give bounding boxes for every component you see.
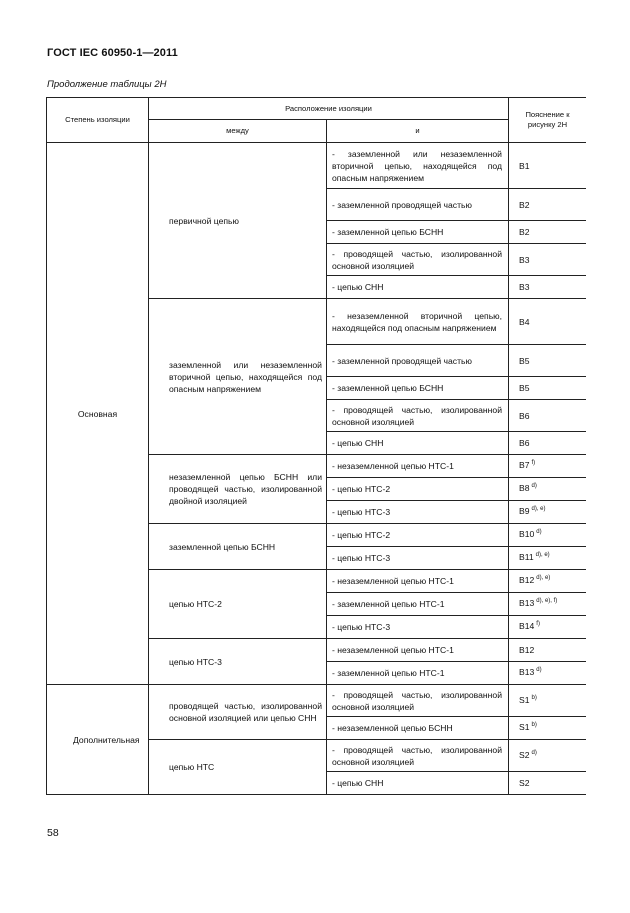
reference-cell bbox=[509, 524, 587, 547]
reference-cell bbox=[509, 639, 587, 662]
footnote-marker: b) bbox=[531, 694, 537, 701]
and-cell: - проводящей частью, изолированной основной изоляцией bbox=[327, 244, 509, 276]
footnote-marker: f) bbox=[531, 460, 536, 466]
table-row bbox=[47, 685, 587, 717]
reference-code: B1 bbox=[519, 160, 530, 171]
reference-code: B6 bbox=[519, 438, 530, 448]
and-cell: - цепью СНН bbox=[327, 772, 509, 795]
reference-cell bbox=[509, 143, 587, 189]
and-cell: - заземленной цепью БСНН bbox=[327, 221, 509, 244]
footnote-marker: d), e) bbox=[531, 506, 546, 512]
footnote-marker: d), e) bbox=[536, 575, 551, 581]
reference-cell bbox=[509, 616, 587, 639]
reference-code: S1 bbox=[519, 722, 530, 732]
reference-cell bbox=[509, 377, 587, 400]
column-header-degree: Степень изоляции bbox=[47, 98, 149, 143]
reference-cell bbox=[509, 740, 587, 772]
insulation-table bbox=[46, 97, 586, 795]
reference-cell bbox=[509, 244, 587, 276]
and-cell: - цепью НТС-3 bbox=[327, 501, 509, 524]
reference-code: B14 bbox=[519, 621, 535, 631]
reference-code: S2 bbox=[519, 749, 530, 760]
and-cell: - заземленной цепью БСНН bbox=[327, 377, 509, 400]
column-header-reference: Пояснение к рисунку 2Н bbox=[509, 98, 587, 143]
reference-cell bbox=[509, 547, 587, 570]
and-cell: - заземленной цепью НТС-1 bbox=[327, 662, 509, 685]
between-cell: заземленной цепью БСНН bbox=[149, 524, 327, 570]
and-cell: - проводящей частью, изолированной основной изоляцией bbox=[327, 740, 509, 772]
and-cell: - незаземленной цепью БСНН bbox=[327, 717, 509, 740]
reference-cell bbox=[509, 772, 587, 795]
reference-cell bbox=[509, 189, 587, 221]
reference-code: B13 bbox=[519, 598, 535, 608]
reference-cell bbox=[509, 570, 587, 593]
reference-cell bbox=[509, 400, 587, 432]
column-header-and: и bbox=[327, 120, 509, 143]
reference-code: B6 bbox=[519, 410, 530, 421]
reference-cell bbox=[509, 345, 587, 377]
and-cell: - заземленной цепью НТС-1 bbox=[327, 593, 509, 616]
reference-code: B11 bbox=[519, 552, 534, 562]
and-cell: - заземленной проводящей частью bbox=[327, 345, 509, 377]
page-number: 58 bbox=[47, 827, 59, 839]
table-frame bbox=[46, 97, 586, 821]
reference-cell bbox=[509, 455, 587, 478]
and-cell: - цепью СНН bbox=[327, 432, 509, 455]
and-cell: - заземленной проводящей частью bbox=[327, 189, 509, 221]
reference-code: B3 bbox=[519, 254, 530, 265]
footnote-marker: d), e), f) bbox=[536, 598, 558, 604]
between-cell: цепью НТС bbox=[149, 740, 327, 795]
reference-cell bbox=[509, 593, 587, 616]
between-cell: заземленной или незаземленной вторичной цепью, находящейся под опасным напряжением bbox=[149, 299, 327, 455]
and-cell: - цепью НТС-2 bbox=[327, 478, 509, 501]
reference-code: B13 bbox=[519, 667, 535, 677]
reference-cell bbox=[509, 432, 587, 455]
and-cell: - проводящей частью, изолированной основной изоляцией bbox=[327, 400, 509, 432]
reference-cell bbox=[509, 221, 587, 244]
footnote-marker: d), e) bbox=[535, 552, 550, 558]
insulation-degree-cell: Основная bbox=[47, 143, 149, 685]
footnote-marker: d) bbox=[536, 529, 542, 535]
between-cell: незаземленной цепью БСНН или проводящей частью, изолированной двойной изоляцией bbox=[149, 455, 327, 524]
and-cell: - проводящей частью, изолированной основной изоляцией bbox=[327, 685, 509, 717]
between-cell: первичной цепью bbox=[149, 143, 327, 299]
reference-code: B2 bbox=[519, 199, 530, 210]
reference-code: B8 bbox=[519, 483, 530, 493]
reference-code: B7 bbox=[519, 460, 530, 470]
reference-code: B9 bbox=[519, 506, 530, 516]
reference-code: B5 bbox=[519, 355, 530, 366]
reference-cell bbox=[509, 299, 587, 345]
between-cell: цепью НТС-2 bbox=[149, 570, 327, 639]
between-cell: цепью НТС-3 bbox=[149, 639, 327, 685]
reference-cell bbox=[509, 662, 587, 685]
column-header-location: Расположение изоляции bbox=[149, 98, 509, 120]
and-cell: - цепью НТС-2 bbox=[327, 524, 509, 547]
reference-cell bbox=[509, 478, 587, 501]
reference-code: B3 bbox=[519, 282, 530, 292]
reference-code: B12 bbox=[519, 575, 535, 585]
reference-code: B10 bbox=[519, 529, 535, 539]
reference-cell bbox=[509, 276, 587, 299]
footnote-marker: d) bbox=[536, 667, 542, 673]
reference-cell bbox=[509, 717, 587, 740]
reference-code: B2 bbox=[519, 227, 530, 237]
and-cell: - незаземленной цепью НТС-1 bbox=[327, 570, 509, 593]
reference-code: B12 bbox=[519, 645, 535, 655]
and-cell: - цепью СНН bbox=[327, 276, 509, 299]
reference-code: S1 bbox=[519, 694, 530, 705]
table-caption: Продолжение таблицы 2Н bbox=[47, 79, 167, 90]
reference-cell bbox=[509, 501, 587, 524]
and-cell: - цепью НТС-3 bbox=[327, 616, 509, 639]
footnote-marker: f) bbox=[536, 621, 540, 627]
reference-code: B4 bbox=[519, 316, 530, 327]
and-cell: - заземленной или незаземленной вторичной цепью, находящейся под опасным напряжением bbox=[327, 143, 509, 189]
column-header-between: между bbox=[149, 120, 327, 143]
between-cell: проводящей частью, изолированной основной изоляцией или цепью СНН bbox=[149, 685, 327, 740]
and-cell: - цепью НТС-3 bbox=[327, 547, 509, 570]
insulation-degree-cell: Дополнительная bbox=[47, 685, 149, 795]
reference-code: B5 bbox=[519, 383, 530, 393]
footnote-marker: d) bbox=[531, 749, 537, 756]
document-header: ГОСТ IEC 60950-1—2011 bbox=[47, 47, 178, 59]
footnote-marker: d) bbox=[531, 483, 537, 489]
footnote-marker: b) bbox=[531, 722, 537, 728]
and-cell: - незаземленной цепью НТС-1 bbox=[327, 455, 509, 478]
table-row bbox=[47, 143, 587, 189]
and-cell: - незаземленной цепью НТС-1 bbox=[327, 639, 509, 662]
and-cell: - незаземленной вторичной цепью, находящейся под опасным напряжением bbox=[327, 299, 509, 345]
reference-code: S2 bbox=[519, 778, 530, 788]
reference-cell bbox=[509, 685, 587, 717]
